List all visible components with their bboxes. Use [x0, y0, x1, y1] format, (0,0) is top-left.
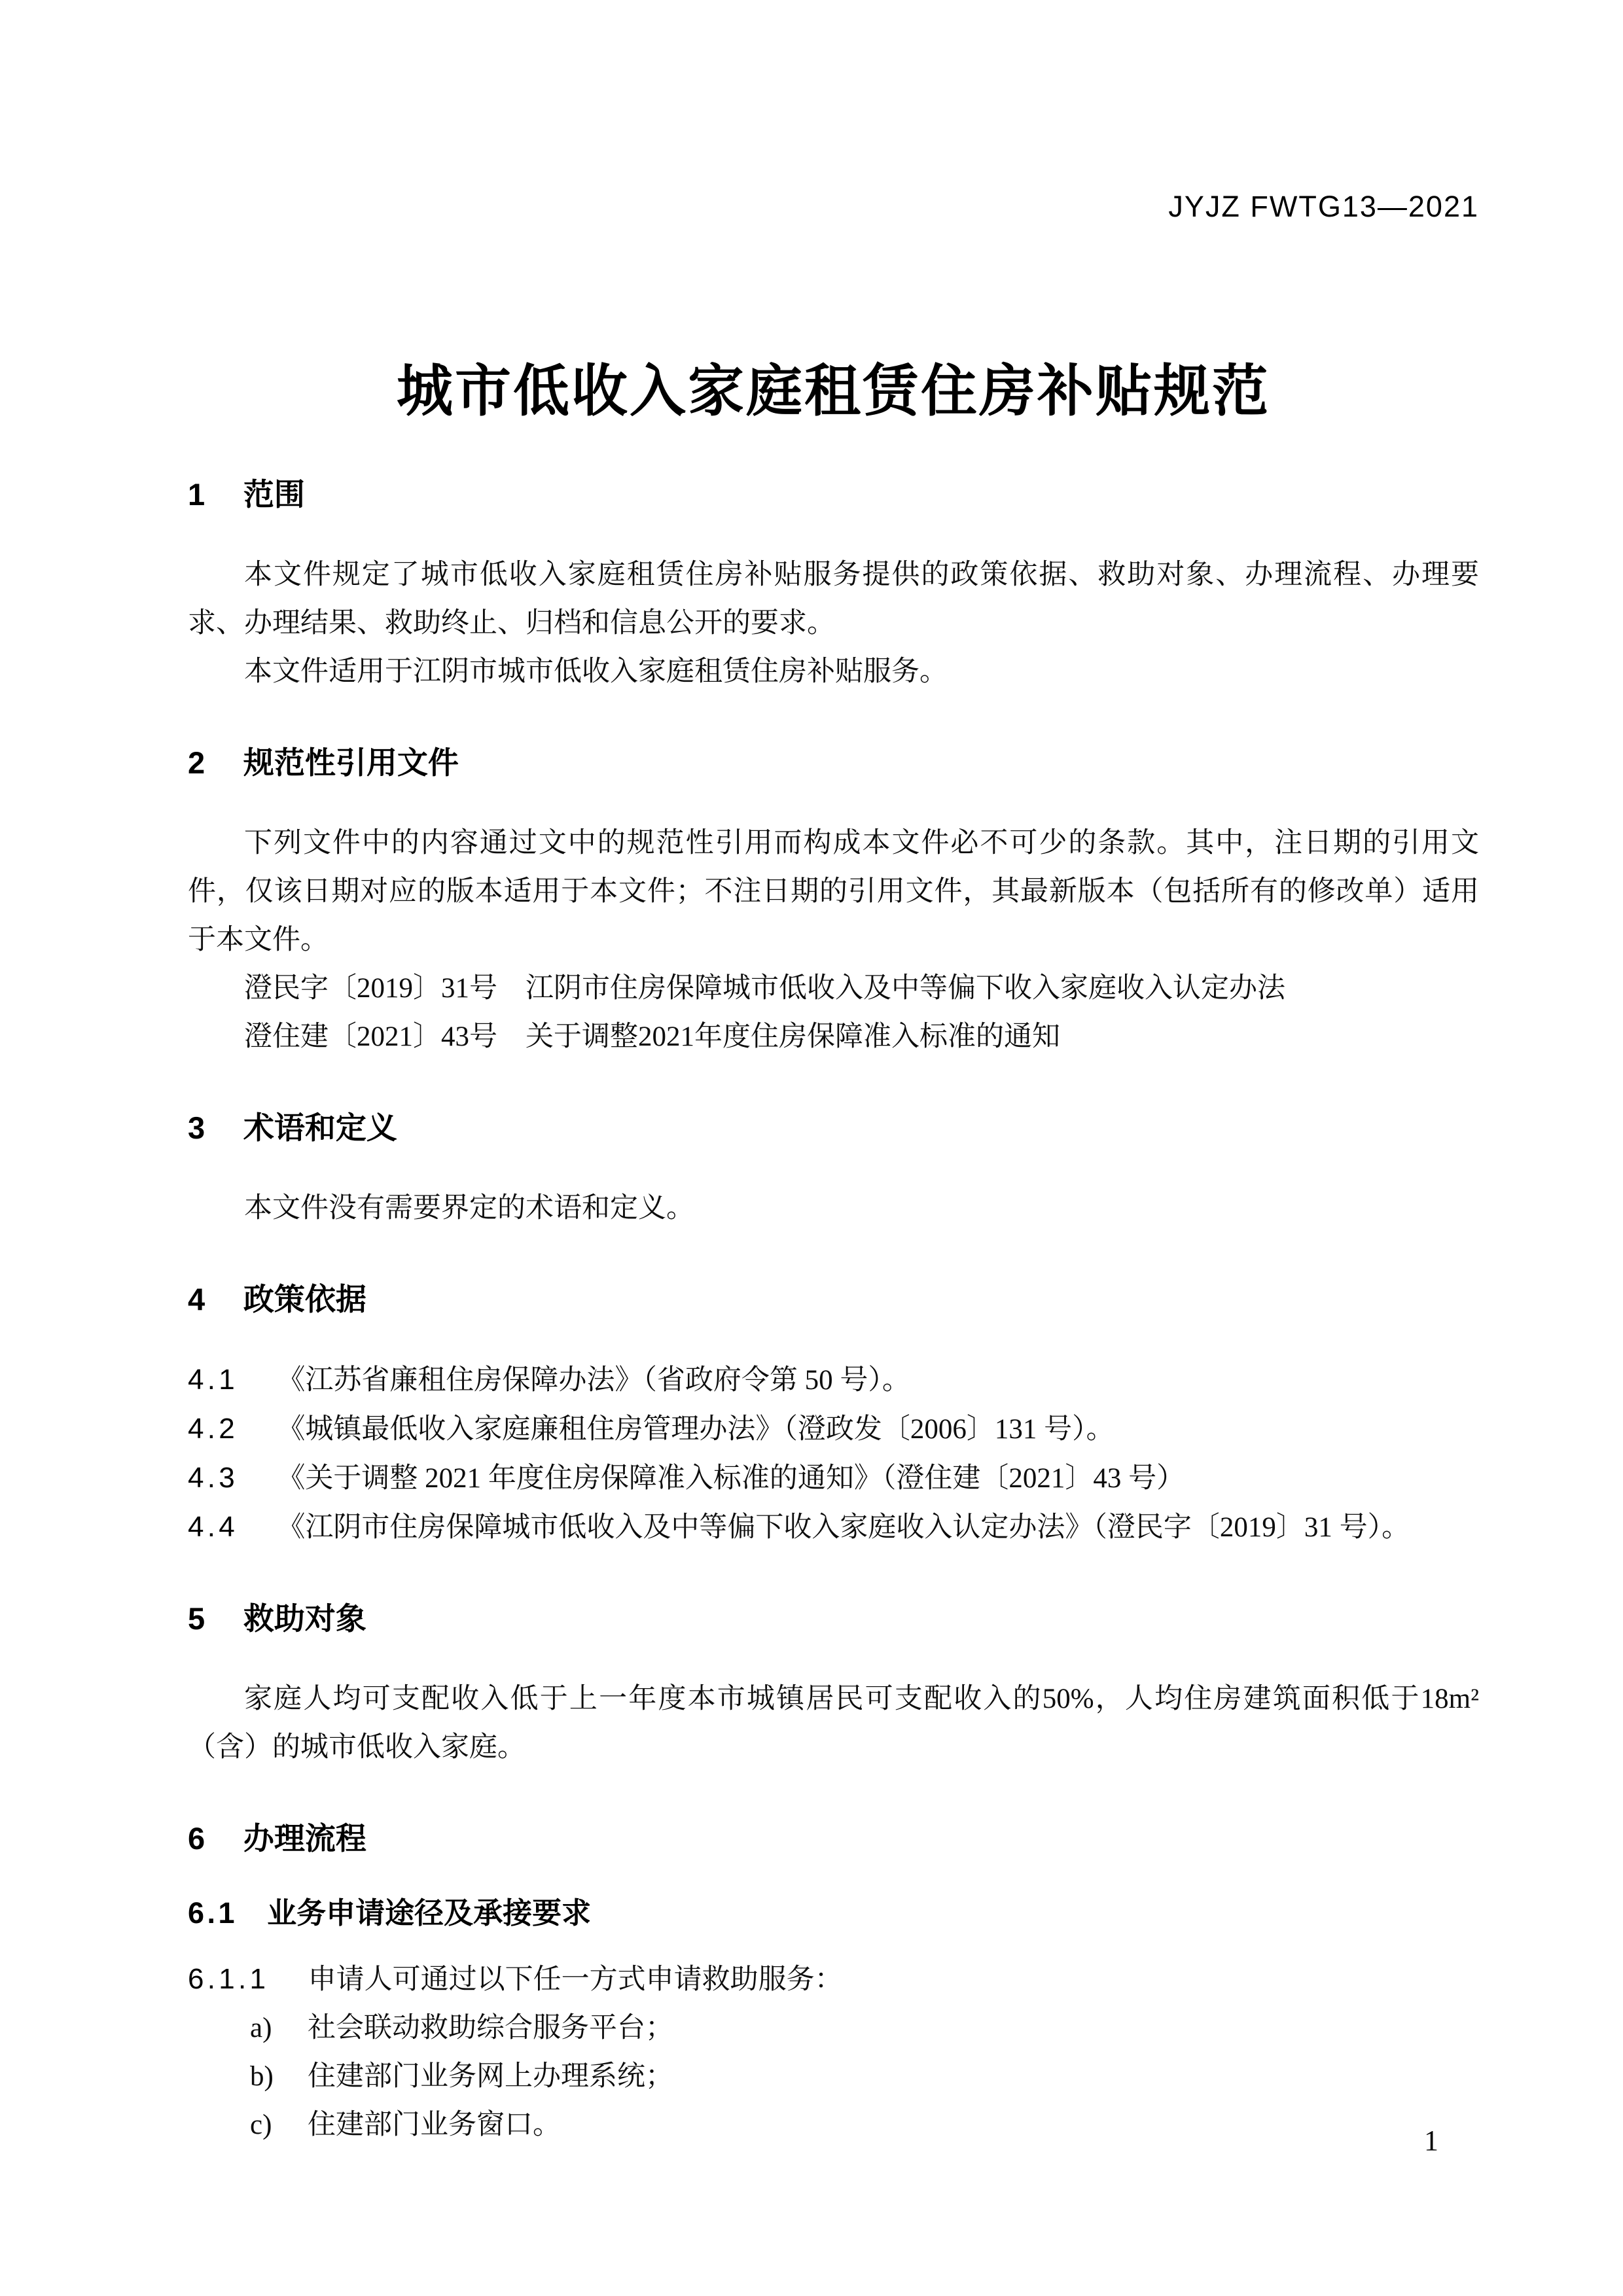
section-5-heading-text: 救助对象	[243, 1601, 366, 1636]
section-4-heading	[188, 1280, 1479, 1319]
section-4-heading-text: 政策依据	[243, 1282, 366, 1316]
clause-4-4-text: 《江阴市住房保障城市低收入及中等偏下收入家庭收入认定办法》（澄民字〔2019〕31 号）。	[277, 1512, 1410, 1543]
section-1-paragraph-2: 本文件适用于江阴市城市低收入家庭租赁住房补贴服务。	[244, 656, 948, 687]
clause-4-2-number: 4.2	[188, 1413, 239, 1445]
page-title: 城市低收入家庭租赁住房补贴规范	[397, 360, 1270, 423]
subsection-6-1-heading	[188, 1895, 1479, 1932]
clause-6-1-1-text: 申请人可通过以下任一方式申请救助服务：	[308, 1964, 843, 1995]
subsection-6-1-heading-text: 业务申请途径及承接要求	[267, 1896, 592, 1930]
section-5-heading	[188, 1599, 1479, 1638]
page-number: 1	[1424, 2125, 1438, 2157]
clause-4-3-text: 《关于调整 2021 年度住房保障准入标准的通知》（澄住建〔2021〕43 号）	[277, 1463, 1185, 1494]
section-1-number: 1	[188, 477, 208, 512]
section-1-heading-text: 范围	[243, 477, 305, 512]
section-2-heading	[188, 743, 1479, 783]
list-item-b-marker: b)	[250, 2061, 274, 2092]
subsection-6-1-number: 6.1	[188, 1896, 238, 1930]
section-1-heading	[188, 475, 1479, 514]
clause-4-3	[188, 1454, 1479, 1503]
section-3-heading-text: 术语和定义	[243, 1110, 397, 1145]
list-item-c-marker: c)	[250, 2110, 272, 2140]
section-2-heading-text: 规范性引用文件	[243, 745, 459, 780]
list-item-a-marker: a)	[250, 2013, 272, 2043]
section-6-heading	[188, 1819, 1479, 1858]
clause-6-1-1	[188, 1955, 1479, 2004]
clause-4-2	[188, 1405, 1479, 1454]
clause-4-4	[188, 1503, 1479, 1552]
section-2-number: 2	[188, 745, 208, 780]
list-item-b	[188, 2053, 1479, 2101]
section-3-paragraph-1: 本文件没有需要界定的术语和定义。	[244, 1193, 694, 1224]
section-6-number: 6	[188, 1821, 208, 1856]
reference-line-1: 澄民字〔2019〕31号 江阴市住房保障城市低收入及中等偏下收入家庭收入认定办法	[244, 973, 1285, 1004]
clause-4-4-number: 4.4	[188, 1511, 239, 1543]
clause-6-1-1-number: 6.1.1	[188, 1963, 270, 1995]
section-2-paragraph-1: 下列文件中的内容通过文中的规范性引用而构成本文件必不可少的条款。其中，注日期的引用文件，仅该日期对应的版本适用于本文件；不注日期的引用文件，其最新版本（包括所有的修改单）适用于本文件。	[188, 828, 1479, 955]
clause-4-1	[188, 1356, 1479, 1405]
reference-line-2: 澄住建〔2021〕43号 关于调整2021年度住房保障准入标准的通知	[244, 1021, 1060, 1052]
section-6-heading-text: 办理流程	[243, 1821, 366, 1856]
doc-code: JYJZ FWTG13—2021	[1168, 190, 1479, 223]
list-item-a-text: 社会联动救助综合服务平台；	[308, 2013, 673, 2043]
list-item-b-text: 住建部门业务网上办理系统；	[308, 2061, 673, 2092]
clause-4-2-text: 《城镇最低收入家庭廉租住房管理办法》（澄政发〔2006〕131 号）。	[277, 1414, 1115, 1445]
section-4-number: 4	[188, 1282, 208, 1316]
clause-4-1-number: 4.1	[188, 1364, 239, 1396]
section-1-paragraph-1: 本文件规定了城市低收入家庭租赁住房补贴服务提供的政策依据、救助对象、办理流程、办理要求、办理结果、救助终止、归档和信息公开的要求。	[188, 559, 1479, 639]
list-item-a	[188, 2004, 1479, 2053]
section-5-number: 5	[188, 1601, 208, 1636]
list-item-c-text: 住建部门业务窗口。	[308, 2110, 561, 2140]
clause-4-3-number: 4.3	[188, 1462, 239, 1494]
section-3-number: 3	[188, 1110, 208, 1145]
section-3-heading	[188, 1108, 1479, 1148]
list-item-c	[188, 2101, 1479, 2149]
clause-4-1-text: 《江苏省廉租住房保障办法》（省政府令第 50 号）。	[277, 1365, 910, 1396]
section-5-paragraph-1: 家庭人均可支配收入低于上一年度本市城镇居民可支配收入的50%，人均住房建筑面积低于18m²（含）的城市低收入家庭。	[188, 1684, 1479, 1763]
